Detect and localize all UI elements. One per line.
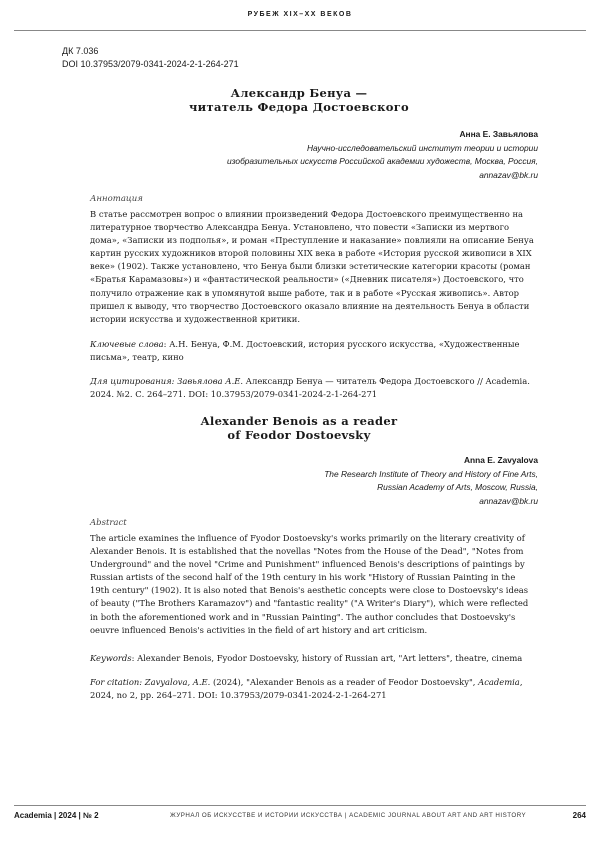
article-meta bbox=[62, 45, 239, 71]
email-en: annazav@bk.ru bbox=[479, 495, 538, 506]
affiliation-en-line1: The Research Institute of Theory and History of Fine Arts, bbox=[324, 468, 538, 479]
header-divider bbox=[14, 30, 586, 31]
affiliation-ru-line2: изобразительных искусств Российской академии художеств, Москва, Россия, bbox=[226, 156, 538, 166]
citation-end-en: , 2024, no 2, pp. 264–271. DOI: 10.37953/2079-0341-2024-2-1-264-271 bbox=[90, 677, 523, 701]
citation-text-ru: Александр Бенуа — читатель Федора Достоевского // Academia. 2024. №2. С. 264–271. DOI: 10.37953/2079-0341-2024-2-1-264-271 bbox=[90, 376, 530, 400]
citation-en bbox=[90, 676, 536, 702]
title-en bbox=[62, 414, 536, 442]
affiliation-en-line2: Russian Academy of Arts, Moscow, Russia, bbox=[377, 482, 538, 492]
abstract-label-ru: Аннотация bbox=[90, 194, 143, 204]
footer-journal-description: ЖУРНАЛ ОБ ИСКУССТВЕ И ИСТОРИИ ИСКУССТВА | ACADEMIC JOURNAL ABOUT ART AND ART HISTORY bbox=[170, 812, 527, 819]
keywords-text-ru: : А.Н. Бенуа, Ф.М. Достоевский, история русского искусства, «Художественные письма», театр, кино bbox=[90, 339, 520, 363]
keywords-en bbox=[90, 652, 536, 665]
udc-code: ДК 7.036 bbox=[62, 46, 99, 56]
citation-label-ru: Для цитирования: Завьялова А.Е. bbox=[90, 376, 244, 386]
author-name-ru: Анна Е. Завьялова bbox=[459, 129, 538, 139]
running-title: РУБЕЖ XIX–XX ВЕКОВ bbox=[247, 11, 353, 18]
affiliation-ru-line1: Научно-исследовательский институт теории и истории bbox=[306, 142, 538, 153]
author-block-en bbox=[78, 454, 538, 508]
doi: DOI 10.37953/2079-0341-2024-2-1-264-271 bbox=[62, 59, 239, 69]
abstract-label-en: Abstract bbox=[90, 518, 127, 528]
title-en-line2: of Feodor Dostoevsky bbox=[227, 428, 371, 442]
keywords-ru bbox=[90, 338, 536, 364]
keywords-label-ru: Ключевые слова bbox=[90, 339, 164, 349]
keywords-text-en: : Alexander Benois, Fyodor Dostoevsky, history of Russian art, "Art letters", theatre, cinema bbox=[131, 653, 523, 663]
author-name-en: Anna E. Zavyalova bbox=[463, 455, 538, 465]
citation-journal-en: Academia bbox=[478, 677, 520, 687]
email-ru: annazav@bk.ru bbox=[479, 169, 538, 180]
author-block-ru bbox=[78, 128, 538, 182]
footer-divider bbox=[14, 805, 586, 806]
keywords-label-en: Keywords bbox=[90, 653, 132, 663]
footer-journal-issue: Academia | 2024 | № 2 bbox=[14, 811, 99, 820]
title-ru bbox=[62, 86, 536, 114]
abstract-ru: В статье рассмотрен вопрос о влиянии произведений Федора Достоевского преимущественно на литературное творчество Александра Бенуа. Установлено, что повести «Записки из мертвого дома», «Записки из подполья», и роман «Преступление и наказание» повлияли на описание Бенуа картин русских художников второй половины XIX века в работе «История русской живописи в XIX веке» (1902). Также установлено, что Бенуа были близки эстетические категории красоты (роман «Братья Карамазовы») и «фантастической реальности» («Дневник писателя») Достоевского, что получило отражение как в упомянутой выше работе, так и в работе «Русская живопись». Автор пришел к выводу, что творчество Достоевского оказало влияние на деятельность Бенуа в области истории искусства и художественной критики. bbox=[90, 209, 534, 324]
citation-ru bbox=[90, 375, 536, 401]
citation-label-en: For citation: Zavyalova, A.E. bbox=[90, 677, 211, 687]
title-ru-line2: читатель Федора Достоевского bbox=[188, 100, 410, 114]
page-number: 264 bbox=[572, 811, 586, 820]
abstract-en: The article examines the influence of Fyodor Dostoevsky's works primarily on the literary creativity of Alexander Benois. It is established that the novellas "Notes from the House of the Dead", "Notes from Underground" and the novel "Crime and Punishment" influenced Benois's descriptions of paintings by Russian artists of the second half of the 19th century in his work "History of Russian Painting in the 19th century" (1902). It is also noted that Benois's aesthetic concepts were close to Dostoevsky's ideas of beauty ("The Brothers Karamazov") and "fantastic reality" ("A Writer's Diary"), which were reflected in both the aforementioned work and in "Russian Painting". The author concludes that Dostoevsky's oeuvre influenced Benois's activities in the field of art history and art criticism. bbox=[90, 533, 529, 635]
title-ru-line1: Александр Бенуа — bbox=[230, 86, 368, 100]
citation-text-en: (2024), "Alexander Benois as a reader of Feodor Dostoevsky", bbox=[210, 677, 479, 687]
title-en-line1: Alexander Benois as a reader bbox=[200, 414, 398, 428]
